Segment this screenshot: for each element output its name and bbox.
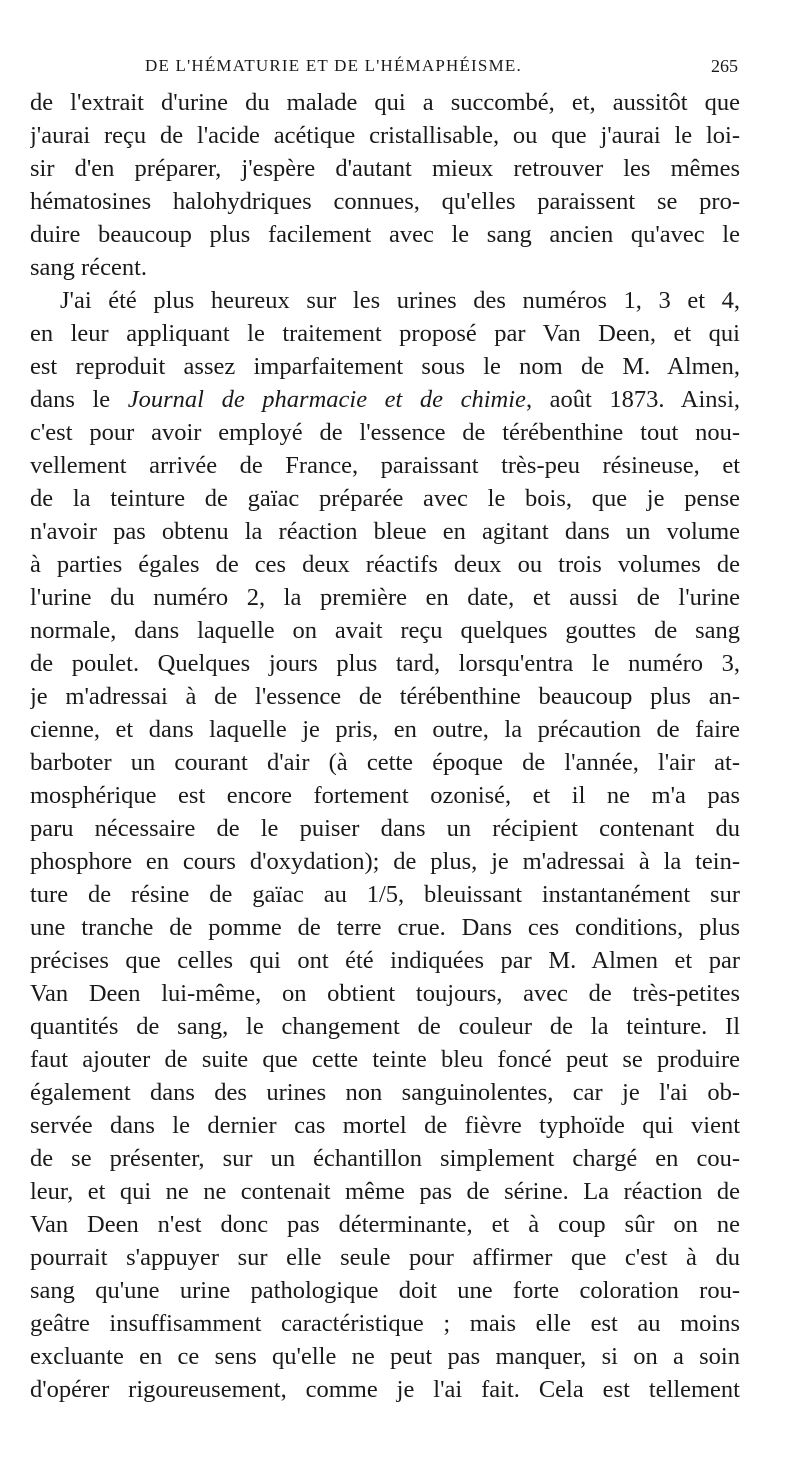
text-line: précises que celles qui ont été indiquées par M. Almen et par (30, 947, 740, 974)
running-header (30, 56, 738, 80)
text-line: phosphore en cours d'oxydation); de plus, je m'adressai à la tein- (30, 848, 740, 875)
text-line: pourrait s'appuyer sur elle seule pour affirmer que c'est à du (30, 1244, 740, 1271)
text-line: une tranche de pomme de terre crue. Dans ces conditions, plus (30, 914, 740, 941)
text-line: de la teinture de gaïac préparée avec le bois, que je pense (30, 485, 740, 512)
text-line: paru nécessaire de le puiser dans un récipient contenant du (30, 815, 740, 842)
running-title: DE L'HÉMATURIE ET DE L'HÉMAPHÉISME. (145, 56, 522, 75)
text-line: leur, et qui ne ne contenait même pas de sérine. La réaction de (30, 1178, 740, 1205)
text-line: duire beaucoup plus facilement avec le sang ancien qu'avec le (30, 221, 740, 248)
text-line: j'aurai reçu de l'acide acétique cristallisable, ou que j'aurai le loi- (30, 122, 740, 149)
line-text: dans le (30, 386, 128, 413)
text-line: sang qu'une urine pathologique doit une forte coloration rou- (30, 1277, 740, 1304)
journal-title-italic: Journal de pharmacie et de chimie (127, 386, 526, 413)
text-line: sang récent. (30, 254, 147, 281)
text-line: de l'extrait d'urine du malade qui a succombé, et, aussitôt que (30, 89, 740, 116)
text-line: Van Deen n'est donc pas déterminante, et à coup sûr on ne (30, 1211, 740, 1238)
text-line: est reproduit assez imparfaitement sous le nom de M. Almen, (30, 353, 740, 380)
page-number: 265 (711, 56, 738, 76)
line-text: , août 1873. Ainsi, (525, 386, 740, 413)
text-line: l'urine du numéro 2, la première en date, et aussi de l'urine (30, 584, 740, 611)
text-line: ture de résine de gaïac au 1/5, bleuissant instantanément sur (30, 881, 740, 908)
text-line: je m'adressai à de l'essence de térébenthine beaucoup plus an- (30, 683, 740, 710)
text-line: mosphérique est encore fortement ozonisé, et il ne m'a pas (30, 782, 740, 809)
text-line: n'avoir pas obtenu la réaction bleue en agitant dans un volume (30, 518, 740, 545)
text-line: servée dans le dernier cas mortel de fièvre typhoïde qui vient (30, 1112, 740, 1139)
body-text (30, 86, 740, 1406)
text-line: vellement arrivée de France, paraissant très-peu résineuse, et (30, 452, 740, 479)
text-line: de poulet. Quelques jours plus tard, lorsqu'entra le numéro 3, (30, 650, 740, 677)
text-line: cienne, et dans laquelle je pris, en outre, la précaution de faire (30, 716, 740, 743)
text-line: quantités de sang, le changement de couleur de la teinture. Il (30, 1013, 740, 1040)
text-line: d'opérer rigoureusement, comme je l'ai fait. Cela est tellement (30, 1376, 740, 1403)
text-line: sir d'en préparer, j'espère d'autant mieux retrouver les mêmes (30, 155, 740, 182)
text-line: à parties égales de ces deux réactifs deux ou trois volumes de (30, 551, 740, 578)
text-line: c'est pour avoir employé de l'essence de térébenthine tout nou- (30, 419, 740, 446)
text-line: en leur appliquant le traitement proposé par Van Deen, et qui (30, 320, 740, 347)
text-line: geâtre insuffisamment caractéristique ; mais elle est au moins (30, 1310, 740, 1337)
text-line: également dans des urines non sanguinolentes, car je l'ai ob- (30, 1079, 740, 1106)
text-line (30, 383, 740, 416)
text-line: hématosines halohydriques connues, qu'elles paraissent se pro- (30, 188, 740, 215)
text-line: barboter un courant d'air (à cette époque de l'année, l'air at- (30, 749, 740, 776)
text-line: excluante en ce sens qu'elle ne peut pas manquer, si on a soin (30, 1343, 740, 1370)
text-line: faut ajouter de suite que cette teinte bleu foncé peut se produire (30, 1046, 740, 1073)
text-line: de se présenter, sur un échantillon simplement chargé en cou- (30, 1145, 740, 1172)
paragraph-start-line: J'ai été plus heureux sur les urines des numéros 1, 3 et 4, (60, 287, 740, 314)
text-line: Van Deen lui-même, on obtient toujours, avec de très-petites (30, 980, 740, 1007)
text-line: normale, dans laquelle on avait reçu quelques gouttes de sang (30, 617, 740, 644)
